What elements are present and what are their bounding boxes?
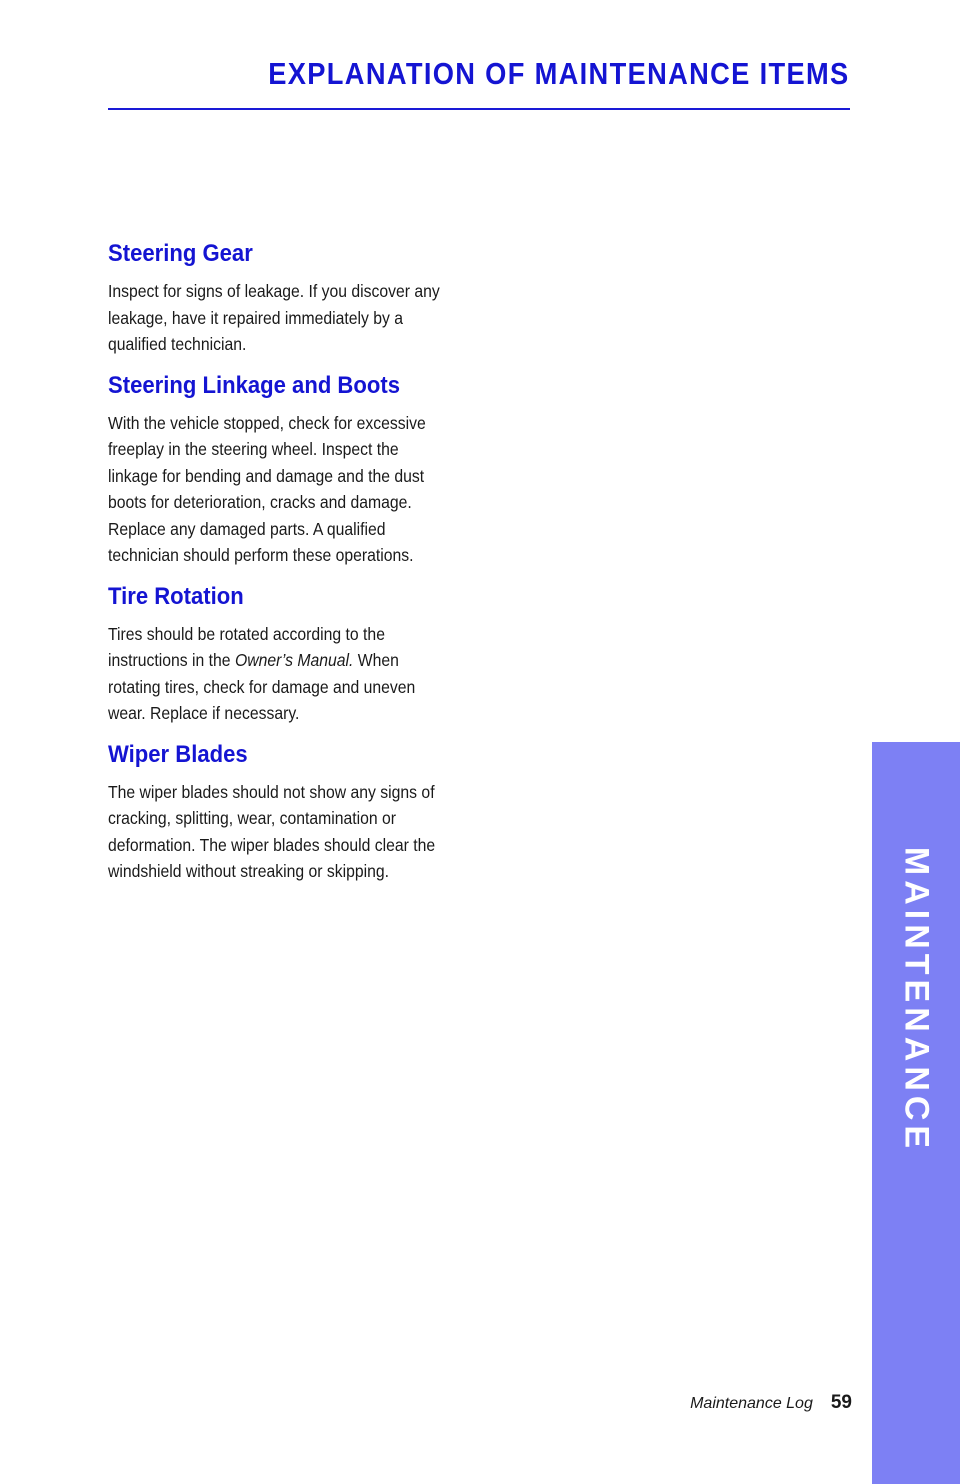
- section-body: The wiper blades should not show any signs of cracking, splitting, wear, contamination or deformation. The wiper blades should clear the windshield without streaking or skipping.: [108, 781, 436, 881]
- section-body-text: When rotating tires, check for damage and uneven wear. Replace if necessary.: [108, 650, 416, 723]
- section-steering-linkage-and-boots: [108, 372, 448, 569]
- section-body: Inspect for signs of leakage. If you discover any leakage, have it repaired immediately by a qualified technician.: [108, 281, 440, 354]
- side-tab-label: MAINTENANCE: [897, 846, 936, 1154]
- page-number: 59: [830, 1392, 852, 1413]
- section-body: With the vehicle stopped, check for excessive freeplay in the steering wheel. Inspect the linkage for bending and damage and the dust boots for deterioration, cracks and damage. Replace any damaged parts. A qualified technician should perform these operations.: [108, 412, 426, 565]
- section-tire-rotation: [108, 583, 448, 727]
- content-column: [108, 240, 448, 899]
- section-heading: Wiper Blades: [108, 740, 248, 768]
- section-heading: Steering Gear: [108, 240, 253, 267]
- section-wiper-blades: [108, 741, 448, 885]
- page-header: [108, 52, 850, 110]
- section-heading: Steering Linkage and Boots: [108, 371, 400, 399]
- section-heading: Tire Rotation: [108, 582, 244, 610]
- owners-manual-reference: Owner’s Manual.: [234, 650, 354, 670]
- section-body: [108, 621, 441, 727]
- maintenance-side-tab: [872, 742, 960, 1484]
- page-title: EXPLANATION OF MAINTENANCE ITEMS: [268, 56, 850, 91]
- page-footer: [690, 1392, 852, 1414]
- section-steering-gear: [108, 240, 448, 358]
- section-body-text: Tires should be rotated according to the instructions in the: [108, 623, 385, 670]
- footer-label: Maintenance Log: [690, 1395, 813, 1412]
